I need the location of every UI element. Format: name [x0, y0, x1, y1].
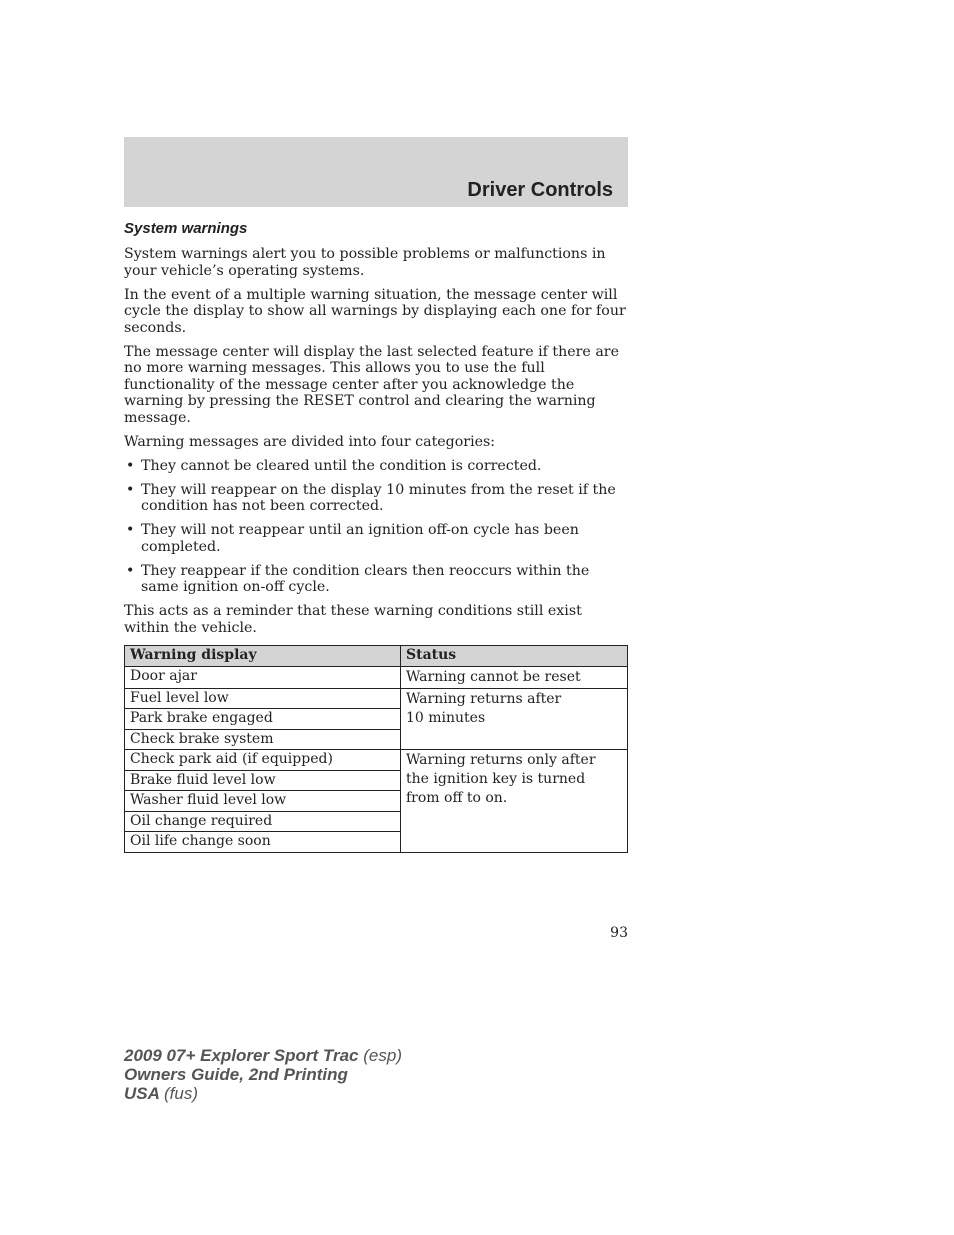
section-title: System warnings	[124, 220, 248, 237]
chapter-header	[124, 137, 628, 207]
footer-model: 2009 07+ Explorer Sport Trac	[124, 1046, 359, 1065]
status-cell: Warning returns only after the ignition key is turned from off to on.	[401, 750, 628, 853]
list-item: • They reappear if the condition clears then reoccurs within the same ignition on-off cycle.	[124, 563, 628, 596]
table-row	[125, 688, 628, 709]
warning-cell: Park brake engaged	[125, 709, 401, 730]
chapter-title: Driver Controls	[467, 179, 613, 201]
footer-line	[124, 1046, 402, 1065]
list-item: • They will reappear on the display 10 minutes from the reset if the condition has not been corrected.	[124, 482, 628, 515]
table-row	[125, 666, 628, 688]
list-item: • They cannot be cleared until the condition is corrected.	[124, 458, 628, 475]
category-list	[124, 458, 628, 596]
table-header-row	[125, 646, 628, 667]
page-content	[124, 220, 628, 853]
status-text: Warning returns after 10 minutes	[406, 690, 562, 726]
warning-cell: Check brake system	[125, 729, 401, 750]
warning-cell: Fuel level low	[125, 688, 401, 709]
footer-line	[124, 1084, 402, 1103]
status-cell: Warning cannot be reset	[401, 666, 628, 688]
column-header-warning: Warning display	[125, 646, 401, 667]
footer-line: Owners Guide, 2nd Printing	[124, 1065, 348, 1084]
warning-cell: Washer fluid level low	[125, 791, 401, 812]
footer-code: (esp)	[363, 1046, 402, 1065]
footer-region: USA	[124, 1084, 160, 1103]
table-row	[125, 750, 628, 771]
list-item: • They will not reappear until an ignition off-on cycle has been completed.	[124, 522, 628, 555]
footer-code: (fus)	[164, 1084, 198, 1103]
warning-cell: Brake fluid level low	[125, 770, 401, 791]
document-footer	[124, 1046, 402, 1103]
status-cell	[401, 688, 628, 750]
warning-cell: Door ajar	[125, 666, 401, 688]
warning-cell: Oil life change soon	[125, 832, 401, 853]
column-header-status: Status	[401, 646, 628, 667]
paragraph: System warnings alert you to possible problems or malfunctions in your vehicle’s operating systems.	[124, 246, 606, 279]
warning-cell: Oil change required	[125, 811, 401, 832]
page-number: 93	[610, 925, 628, 941]
paragraph: The message center will display the last selected feature if there are no more warning messages. This allows you to use the full functionality of the message center after you acknowledge the warning by pressing the RESET control and clearing the warning message.	[124, 343, 619, 426]
warning-table	[124, 645, 628, 853]
paragraph: This acts as a reminder that these warning conditions still exist within the vehicle.	[124, 603, 582, 636]
paragraph: In the event of a multiple warning situation, the message center will cycle the display to show all warnings by displaying each one for four seconds.	[124, 286, 626, 336]
paragraph: Warning messages are divided into four categories:	[124, 433, 496, 450]
warning-cell: Check park aid (if equipped)	[125, 750, 401, 771]
